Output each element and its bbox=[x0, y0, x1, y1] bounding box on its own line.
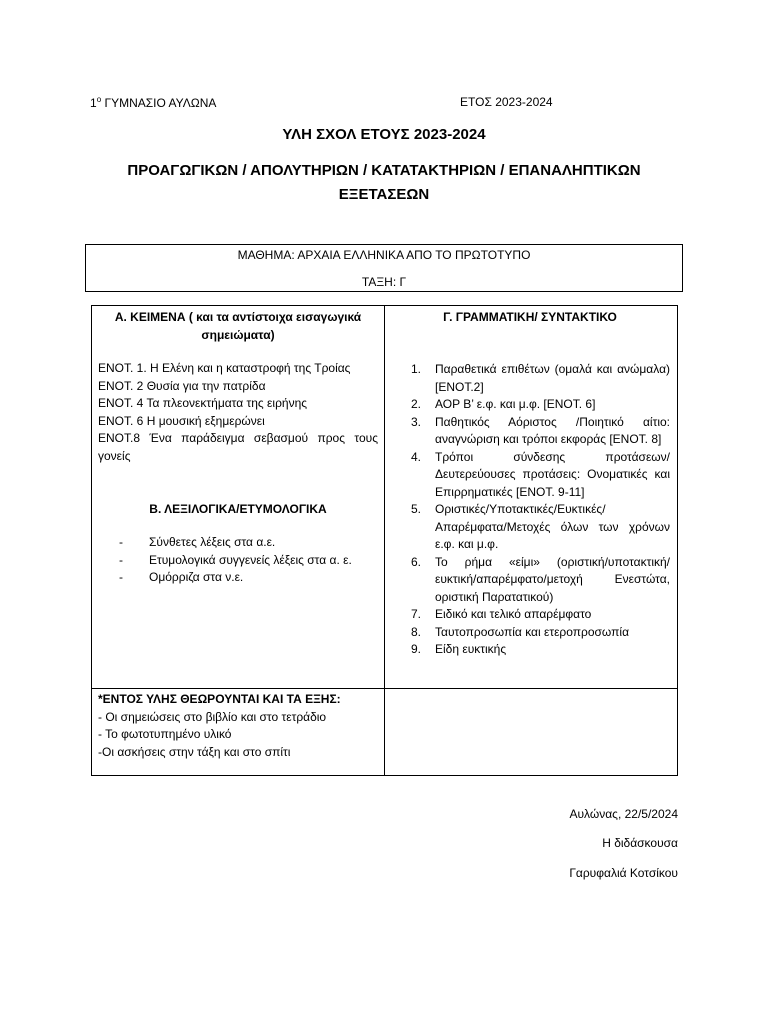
place-date: Αυλώνας, 22/5/2024 bbox=[569, 807, 678, 821]
column-texts bbox=[98, 306, 378, 587]
page-subtitle: ΠΡΟΑΓΩΓΙΚΩΝ / ΑΠΟΛΥΤΗΡΙΩΝ / ΚΑΤΑΤΑΚΤΗΡΙΩΝ / ΕΠΑΝΑΛΗΠΤΙΚΩΝ ΕΞΕΤΑΣΕΩΝ bbox=[127, 162, 641, 203]
signer-role: Η διδάσκουσα bbox=[602, 836, 678, 850]
column-grammar bbox=[390, 306, 670, 659]
list-item: 8. Ταυτοπροσωπία και ετεροπροσωπία bbox=[411, 624, 630, 639]
list-item: ΕΝΟΤ. 6 Η μουσική εξημερώνει bbox=[98, 413, 265, 428]
school-name bbox=[90, 95, 216, 110]
list-item: 5. Οριστικές/Υποτακτικές/Ευκτικές/ Απαρέμφατα/Μετοχές όλων των χρόνων ε.φ. και μ.φ. bbox=[411, 502, 670, 551]
list-item: ΕΝΟΤ. 4 Τα πλεονεκτήματα της ειρήνης bbox=[98, 396, 308, 410]
list-item: ΕΝΟΤ. 2 Θυσία για την πατρίδα bbox=[98, 378, 266, 393]
list-item: 7. Ειδικό και τελικό απαρέμφατο bbox=[411, 607, 592, 621]
section-c-list bbox=[390, 361, 670, 659]
extra-material-note bbox=[98, 691, 378, 761]
list-item: - Σύνθετες λέξεις στα α.ε. bbox=[119, 535, 276, 549]
list-item: 6. Το ρήμα «είμι» (οριστική/υποτακτική/ ευκτική/απαρέμφατο/μετοχή Ενεστώτα, οριστική Παρατατικού) bbox=[411, 554, 670, 604]
section-a-heading: Α. ΚΕΙΜΕΝΑ ( και τα αντίστοιχα εισαγωγικά σημειώματα) bbox=[114, 310, 362, 342]
signer-name: Γαρυφαλιά Κοτσίκου bbox=[569, 866, 678, 880]
note-heading: *ΕΝΤΟΣ ΥΛΗΣ ΘΕΩΡΟΥΝΤΑΙ ΚΑΙ ΤΑ ΕΞΗΣ: bbox=[98, 692, 341, 706]
page-title: ΥΛΗ ΣΧΟΛ ΕΤΟΥΣ 2023-2024 bbox=[282, 126, 486, 143]
column-divider bbox=[384, 306, 385, 775]
list-item: 2. ΑΟΡ Β’ ε.φ. και μ.φ. [ΕΝΟΤ. 6] bbox=[411, 397, 596, 411]
list-item: 3. Παθητικός Αόριστος /Ποιητικό αίτιο: αναγνώριση και τρόποι εκφοράς [ΕΝΟΤ. 8] bbox=[411, 414, 670, 446]
note-item: -Οι ασκήσεις στην τάξη και στο σπίτι bbox=[98, 744, 291, 759]
note-item: - Οι σημειώσεις στο βιβλίο και στο τετράδιο bbox=[98, 709, 327, 724]
school-ordinal: ο bbox=[96, 95, 102, 104]
section-b-heading: Β. ΛΕΞΙΛΟΓΙΚΑ/ΕΤΥΜΟΛΟΓΙΚΑ bbox=[149, 502, 327, 516]
list-item: 4. Τρόποι σύνδεσης προτάσεων/ Δευτερεύουσες προτάσεις: Ονοματικές και Επιρρηματικές [ΕΝΟΤ. 9-11] bbox=[411, 449, 670, 499]
list-item: 9. Είδη ευκτικής bbox=[411, 642, 507, 656]
section-a-list bbox=[98, 360, 378, 465]
list-item: 1. Παραθετικά επιθέτων (ομαλά και ανώμαλα) [ΕΝΟΤ.2] bbox=[411, 362, 670, 394]
row-divider bbox=[92, 688, 677, 689]
list-item: ΕΝΟΤ. 1. Η Ελένη και η καταστροφή της Τροίας bbox=[98, 361, 351, 375]
list-item: - Ομόρριζα στα ν.ε. bbox=[119, 570, 244, 584]
course-name: ΜΑΘΗΜΑ: ΑΡΧΑΙΑ ΕΛΛΗΝΙΚΑ ΑΠΟ ΤΟ ΠΡΩΤΟΤΥΠΟ bbox=[237, 248, 531, 262]
section-b-list bbox=[98, 534, 378, 587]
list-item: - Ετυμολογικά συγγενείς λέξεις στα α. ε. bbox=[119, 552, 352, 567]
school-label: ΓΥΜΝΑΣΙΟ ΑΥΛΩΝΑ bbox=[104, 96, 217, 110]
syllabus-table bbox=[91, 305, 678, 776]
school-number: 1 bbox=[90, 96, 97, 110]
note-item: - Το φωτοτυπημένο υλικό bbox=[98, 727, 232, 741]
school-year: ΕΤΟΣ 2023-2024 bbox=[460, 95, 553, 109]
list-item: ΕΝΟΤ.8 Ένα παράδειγμα σεβασμού προς τους γονείς bbox=[98, 431, 378, 463]
class-label: ΤΑΞΗ: Γ bbox=[361, 275, 407, 289]
subject-box bbox=[85, 244, 683, 292]
section-c-heading: Γ. ΓΡΑΜΜΑΤΙΚΗ/ ΣΥΝΤΑΚΤΙΚΟ bbox=[443, 310, 617, 324]
